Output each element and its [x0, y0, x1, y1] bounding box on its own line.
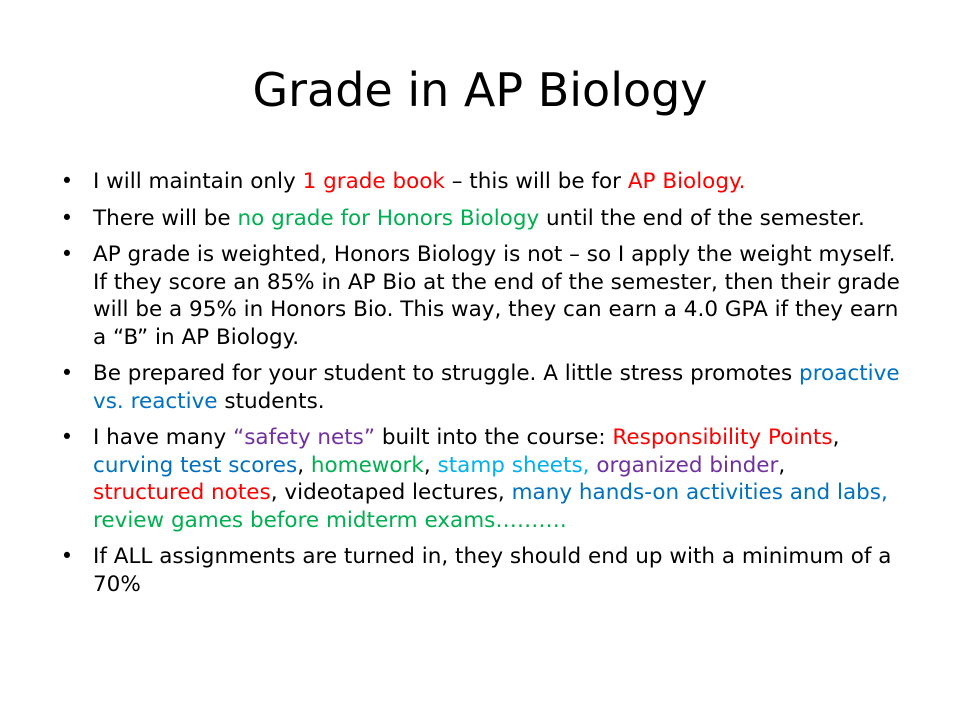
- highlight-segment: structured notes: [93, 480, 271, 505]
- highlight-segment: organized binder: [596, 452, 779, 478]
- bullet-dot-icon: •: [60, 205, 74, 230]
- bullet-list: [60, 168, 900, 607]
- bullet-text: [93, 544, 891, 597]
- bullet-dot-icon: •: [60, 425, 74, 449]
- bullet-text: [93, 361, 900, 414]
- bullet-item: [60, 168, 900, 196]
- bullet-item: [60, 424, 900, 534]
- bullet-text: [93, 169, 745, 194]
- text-segment: AP grade is weighted, Honors Biology is not – so I apply the weight myself. If they score an 85% in AP Bio at the end of the semester, then their grade will be a 95% in Honors Bio. This way, they can earn a 4.0 GPA if they earn a “B” in AP Biology.: [93, 242, 900, 350]
- bullet-text: [93, 242, 900, 350]
- slide-title: Grade in AP Biology: [252, 63, 708, 117]
- bullet-dot-icon: •: [60, 361, 74, 385]
- bullet-item: [60, 543, 900, 598]
- text-segment: – this will be for: [444, 169, 628, 194]
- bullet-dot-icon: •: [60, 169, 74, 193]
- text-segment: , videotaped lectures,: [270, 480, 512, 505]
- text-segment: built into the course:: [375, 425, 613, 450]
- text-segment: ,: [832, 425, 840, 450]
- text-segment: students.: [217, 388, 325, 414]
- bullet-item: [60, 360, 900, 415]
- text-segment: ,: [778, 452, 786, 478]
- text-segment: until the end of the semester.: [539, 205, 865, 231]
- highlight-segment: Responsibility Points: [612, 425, 833, 450]
- highlight-segment: homework: [310, 452, 424, 478]
- highlight-segment: “safety nets”: [233, 425, 376, 450]
- text-segment: Be prepared for your student to struggle. A little stress promotes: [93, 361, 800, 386]
- text-segment: There will be: [93, 205, 238, 231]
- highlight-segment: stamp sheets,: [437, 452, 597, 478]
- text-segment: I have many: [93, 425, 234, 450]
- highlight-segment: curving test scores: [93, 452, 298, 478]
- bullet-dot-icon: •: [60, 242, 74, 266]
- bullet-text: [93, 206, 865, 231]
- bullet-item: [60, 241, 900, 351]
- text-segment: If ALL assignments are turned in, they should end up with a minimum of a 70%: [93, 544, 892, 597]
- bullet-item: [60, 205, 900, 233]
- text-segment: I will maintain only: [93, 169, 303, 194]
- highlight-segment: proactive vs. reactive: [93, 361, 900, 414]
- highlight-segment: many hands-on activities and labs,: [511, 480, 888, 505]
- bullet-text: [93, 425, 888, 533]
- highlight-segment: 1 grade book: [302, 169, 445, 194]
- highlight-segment: review games before midterm exams……….: [93, 507, 567, 533]
- bullet-dot-icon: •: [60, 544, 74, 568]
- highlight-segment: no grade for Honors Biology: [237, 205, 540, 231]
- text-segment: ,: [423, 452, 438, 478]
- text-segment: ,: [297, 452, 311, 478]
- highlight-segment: AP Biology.: [627, 169, 746, 194]
